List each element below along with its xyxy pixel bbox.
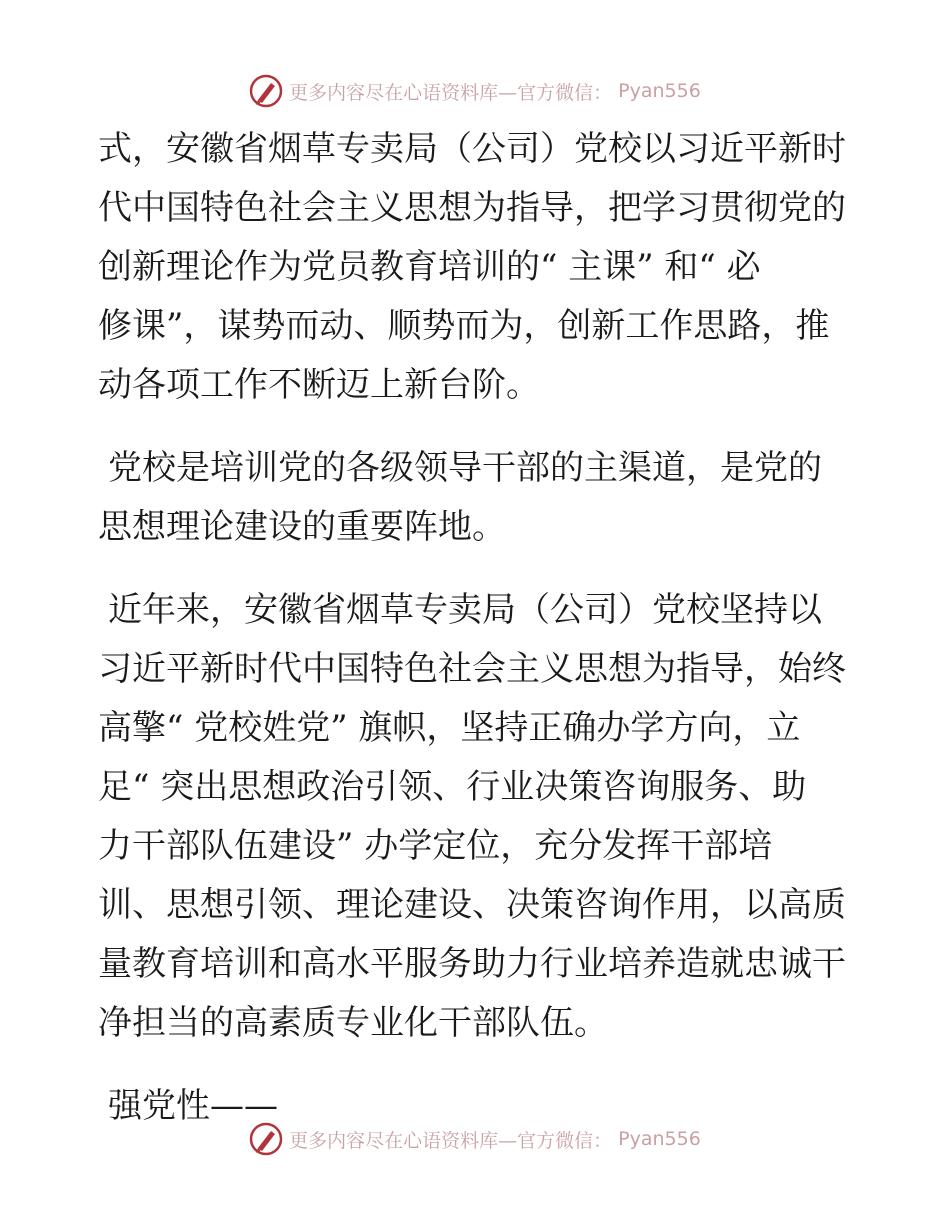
text-line: 训、思想引领、理论建设、决策咨询作用，以高质 <box>98 885 846 925</box>
watermark-handle: Pyan556 <box>618 1128 701 1150</box>
text-line: 党校是培训党的各级领导干部的主渠道，是党的 <box>108 448 822 488</box>
text-line: 代中国特色社会主义思想为指导，把学习贯彻党的 <box>98 188 846 228</box>
paragraph <box>98 439 868 557</box>
text-line: 净担当的高素质专业化干部队伍。 <box>98 1003 608 1043</box>
text-line: 式，安徽省烟草专卖局（公司）党校以习近平新时 <box>98 129 846 169</box>
text-line: 思想理论建设的重要阵地。 <box>98 507 506 547</box>
watermark-text: 更多内容尽在心语资料库—官方微信： <box>289 81 613 104</box>
pen-logo-icon <box>249 1122 283 1156</box>
text-line: 创新理论作为党员教育培训的“ 主课” 和“ 必 <box>98 247 761 287</box>
text-line: 量教育培训和高水平服务助力行业培养造就忠诚干 <box>98 944 846 984</box>
watermark-handle: Pyan556 <box>618 80 701 102</box>
footer-watermark <box>0 1122 950 1156</box>
text-line: 习近平新时代中国特色社会主义思想为指导，始终 <box>98 649 846 689</box>
text-line: 足“ 突出思想政治引领、行业决策咨询服务、助 <box>98 767 807 807</box>
document-body <box>98 120 868 1160</box>
paragraph <box>98 581 868 1053</box>
watermark-text: 更多内容尽在心语资料库—官方微信： <box>289 1129 613 1152</box>
text-line: 近年来，安徽省烟草专卖局（公司）党校坚持以 <box>108 590 822 630</box>
header-watermark <box>0 74 950 108</box>
text-line: 强党性—— <box>108 1086 278 1126</box>
text-line: 力干部队伍建设” 办学定位，充分发挥干部培 <box>98 826 773 866</box>
text-line: 动各项工作不断迈上新台阶。 <box>98 365 540 405</box>
text-line: 高擎“ 党校姓党” 旗帜，坚持正确办学方向，立 <box>98 708 801 748</box>
text-line: 修课”，谋势而动、顺势而为，创新工作思路，推 <box>98 306 830 346</box>
pen-logo-icon <box>249 74 283 108</box>
paragraph <box>98 120 868 415</box>
